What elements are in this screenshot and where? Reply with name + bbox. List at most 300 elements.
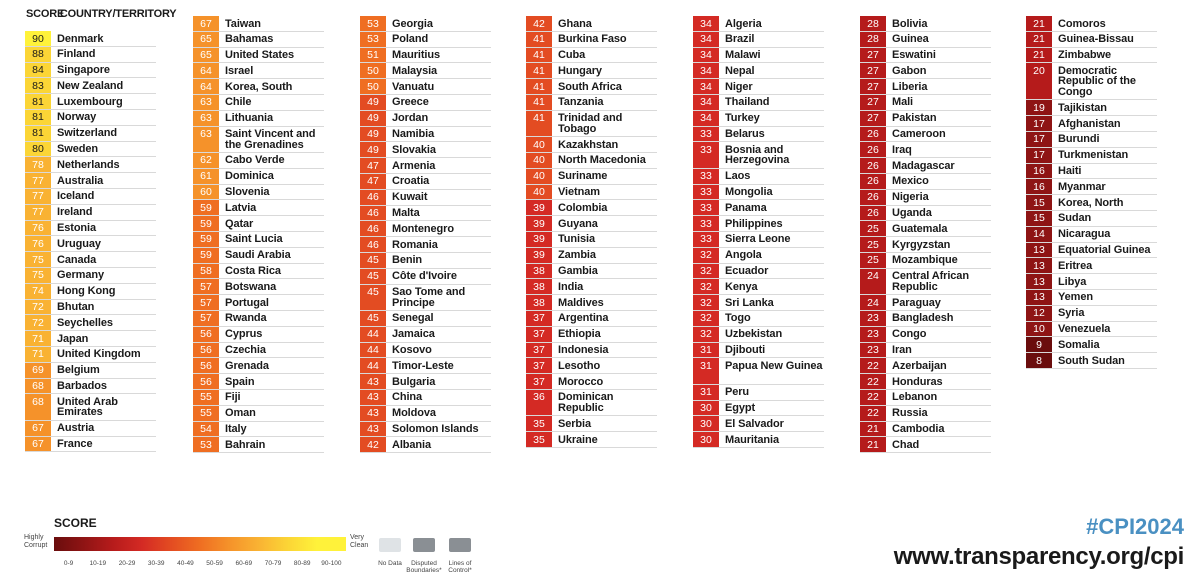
table-row xyxy=(526,32,657,48)
table-row xyxy=(25,331,156,347)
score-cell: 24 xyxy=(860,295,886,310)
table-row xyxy=(1026,211,1157,227)
table-row xyxy=(860,79,991,95)
score-cell: 35 xyxy=(526,432,552,447)
country-name: Belgium xyxy=(57,364,100,377)
score-cell: 39 xyxy=(526,216,552,231)
country-name: Venezuela xyxy=(1058,323,1111,336)
score-cell: 56 xyxy=(193,343,219,358)
score-cell: 31 xyxy=(693,358,719,383)
score-cell: 43 xyxy=(360,406,386,421)
score-cell: 46 xyxy=(360,221,386,236)
table-row xyxy=(193,185,324,201)
score-cell: 17 xyxy=(1026,132,1052,147)
table-row xyxy=(25,157,156,173)
table-row xyxy=(526,63,657,79)
score-cell: 20 xyxy=(1026,63,1052,99)
country-name: Fiji xyxy=(225,391,241,404)
table-column xyxy=(693,16,824,448)
score-cell: 39 xyxy=(526,200,552,215)
country-name: Saint Vincent and the Grenadines xyxy=(225,128,316,151)
score-cell: 32 xyxy=(693,264,719,279)
country-name: Qatar xyxy=(225,217,254,230)
table-row xyxy=(526,358,657,374)
country-name: Italy xyxy=(225,423,247,436)
legend-bin-label: 50-59 xyxy=(206,560,223,567)
table-row xyxy=(1026,132,1157,148)
table-row xyxy=(193,327,324,343)
table-row xyxy=(360,63,491,79)
score-cell: 50 xyxy=(360,63,386,78)
country-name: Egypt xyxy=(725,402,756,415)
table-row xyxy=(193,422,324,438)
country-name: Azerbaijan xyxy=(892,359,947,372)
score-cell: 53 xyxy=(360,16,386,31)
table-row xyxy=(193,295,324,311)
country-name: Philippines xyxy=(725,217,783,230)
table-row xyxy=(860,95,991,111)
score-cell: 76 xyxy=(25,221,51,236)
table-row xyxy=(526,185,657,201)
table-row xyxy=(860,253,991,269)
score-cell: 38 xyxy=(526,295,552,310)
table-row xyxy=(860,422,991,438)
score-cell: 59 xyxy=(193,216,219,231)
country-name: Seychelles xyxy=(57,316,113,329)
country-name: South Sudan xyxy=(1058,354,1125,367)
table-row xyxy=(1026,48,1157,64)
table-row xyxy=(526,16,657,32)
table-row xyxy=(25,284,156,300)
legend-extra-swatch xyxy=(379,538,401,552)
score-cell: 27 xyxy=(860,95,886,110)
country-name: North Macedonia xyxy=(558,154,646,167)
country-name: Sri Lanka xyxy=(725,296,774,309)
table-row xyxy=(526,432,657,448)
score-cell: 67 xyxy=(25,437,51,452)
country-name: Gabon xyxy=(892,64,927,77)
table-row xyxy=(25,173,156,189)
score-cell: 33 xyxy=(693,127,719,142)
score-cell: 40 xyxy=(526,185,552,200)
score-cell: 22 xyxy=(860,390,886,405)
table-row xyxy=(25,379,156,395)
table-row xyxy=(360,422,491,438)
score-cell: 71 xyxy=(25,331,51,346)
table-row xyxy=(1026,16,1157,32)
country-name: Ireland xyxy=(57,206,93,219)
country-name: Congo xyxy=(892,328,927,341)
table-row xyxy=(193,127,324,153)
legend-extra-label: No Data xyxy=(378,560,402,567)
country-name: Slovenia xyxy=(225,186,270,199)
country-name: Taiwan xyxy=(225,17,261,30)
score-cell: 59 xyxy=(193,200,219,215)
table-row xyxy=(860,63,991,79)
score-cell: 69 xyxy=(25,363,51,378)
table-row xyxy=(25,221,156,237)
table-row xyxy=(25,189,156,205)
country-name: China xyxy=(392,391,423,404)
country-name: Malta xyxy=(392,207,420,220)
legend-color-swatch xyxy=(200,537,229,551)
score-cell: 53 xyxy=(360,32,386,47)
country-name: Indonesia xyxy=(558,344,609,357)
table-row xyxy=(693,232,824,248)
table-row xyxy=(360,79,491,95)
table-row xyxy=(693,279,824,295)
country-name: El Salvador xyxy=(725,417,784,430)
score-cell: 37 xyxy=(526,327,552,342)
country-name: United States xyxy=(225,49,294,62)
table-row xyxy=(193,16,324,32)
country-name: France xyxy=(57,438,93,451)
country-name: Mongolia xyxy=(725,186,773,199)
score-cell: 77 xyxy=(25,189,51,204)
score-cell: 8 xyxy=(1026,353,1052,368)
country-name: Iraq xyxy=(892,143,912,156)
table-row xyxy=(25,78,156,94)
score-cell: 75 xyxy=(25,268,51,283)
score-cell: 47 xyxy=(360,174,386,189)
country-name: Mauritius xyxy=(392,49,440,62)
score-cell: 32 xyxy=(693,279,719,294)
table-row xyxy=(526,390,657,416)
score-cell: 58 xyxy=(193,264,219,279)
score-cell: 34 xyxy=(693,48,719,63)
table-row xyxy=(360,190,491,206)
table-row xyxy=(526,153,657,169)
score-cell: 81 xyxy=(25,110,51,125)
score-cell: 57 xyxy=(193,295,219,310)
table-row xyxy=(1026,306,1157,322)
score-cell: 57 xyxy=(193,311,219,326)
table-row xyxy=(860,437,991,453)
table-row xyxy=(25,268,156,284)
score-cell: 60 xyxy=(193,185,219,200)
table-column xyxy=(25,31,156,452)
table-row xyxy=(193,311,324,327)
country-name: Ethiopia xyxy=(558,328,601,341)
country-name: Cambodia xyxy=(892,423,945,436)
table-row xyxy=(860,269,991,295)
score-cell: 54 xyxy=(193,422,219,437)
country-name: Luxembourg xyxy=(57,95,123,108)
score-cell: 26 xyxy=(860,158,886,173)
country-name: Czechia xyxy=(225,344,266,357)
score-cell: 68 xyxy=(25,379,51,394)
table-header xyxy=(26,8,176,20)
table-row xyxy=(860,174,991,190)
score-cell: 21 xyxy=(1026,48,1052,63)
score-cell: 21 xyxy=(860,437,886,452)
score-cell: 63 xyxy=(193,127,219,152)
table-row xyxy=(693,127,824,143)
table-row xyxy=(193,32,324,48)
score-cell: 83 xyxy=(25,78,51,93)
score-cell: 64 xyxy=(193,63,219,78)
country-name: Bosnia and Herzegovina xyxy=(725,143,790,167)
country-name: Colombia xyxy=(558,201,608,214)
score-cell: 45 xyxy=(360,269,386,284)
table-row xyxy=(693,16,824,32)
legend-high-label: Very Clean xyxy=(350,534,369,549)
table-row xyxy=(193,200,324,216)
table-row xyxy=(1026,164,1157,180)
table-row xyxy=(193,437,324,453)
score-cell: 13 xyxy=(1026,290,1052,305)
country-name: Dominican Republic xyxy=(558,391,614,414)
table-row xyxy=(360,437,491,453)
table-row xyxy=(693,185,824,201)
country-name: Portugal xyxy=(225,296,269,309)
country-name: Uzbekistan xyxy=(725,328,783,341)
country-name: Ecuador xyxy=(725,265,769,278)
score-cell: 16 xyxy=(1026,179,1052,194)
country-name: South Africa xyxy=(558,80,622,93)
country-name: Eswatini xyxy=(892,49,936,62)
country-name: Bolivia xyxy=(892,17,928,30)
score-cell: 27 xyxy=(860,48,886,63)
score-cell: 37 xyxy=(526,311,552,326)
table-row xyxy=(693,432,824,448)
country-name: Syria xyxy=(1058,307,1085,320)
table-row xyxy=(1026,32,1157,48)
score-cell: 17 xyxy=(1026,148,1052,163)
table-row xyxy=(693,343,824,359)
score-cell: 45 xyxy=(360,311,386,326)
score-cell: 90 xyxy=(25,31,51,46)
country-name: Burundi xyxy=(1058,133,1100,146)
table-row xyxy=(25,31,156,47)
country-name: Mali xyxy=(892,96,913,109)
score-cell: 41 xyxy=(526,95,552,110)
score-cell: 56 xyxy=(193,358,219,373)
score-cell: 40 xyxy=(526,169,552,184)
country-name: Bulgaria xyxy=(392,375,436,388)
legend-extra-label: Lines of Control* xyxy=(448,560,472,574)
score-cell: 23 xyxy=(860,327,886,342)
country-name: Togo xyxy=(725,312,751,325)
table-row xyxy=(360,158,491,174)
country-name: Spain xyxy=(225,375,255,388)
legend-low-label: Highly Corrupt xyxy=(24,534,48,549)
table-row xyxy=(693,295,824,311)
country-name: Chile xyxy=(225,96,252,109)
table-row xyxy=(360,142,491,158)
table-row xyxy=(860,32,991,48)
legend-color-swatch xyxy=(83,537,112,551)
score-cell: 23 xyxy=(860,311,886,326)
score-cell: 78 xyxy=(25,157,51,172)
score-cell: 43 xyxy=(360,374,386,389)
score-cell: 47 xyxy=(360,158,386,173)
table-row xyxy=(693,216,824,232)
country-name: Hong Kong xyxy=(57,285,116,298)
country-name: Sweden xyxy=(57,143,98,156)
table-row xyxy=(193,232,324,248)
country-name: Sudan xyxy=(1058,212,1092,225)
country-name: Georgia xyxy=(392,17,433,30)
score-cell: 55 xyxy=(193,406,219,421)
table-row xyxy=(193,279,324,295)
table-row xyxy=(526,343,657,359)
score-cell: 28 xyxy=(860,32,886,47)
table-row xyxy=(1026,274,1157,290)
score-cell: 45 xyxy=(360,253,386,268)
table-row xyxy=(360,127,491,143)
table-row xyxy=(360,406,491,422)
score-cell: 51 xyxy=(360,48,386,63)
table-row xyxy=(25,236,156,252)
table-column xyxy=(860,16,991,453)
country-name: Yemen xyxy=(1058,291,1093,304)
table-row xyxy=(360,327,491,343)
table-row xyxy=(1026,179,1157,195)
score-cell: 72 xyxy=(25,300,51,315)
country-name: Greece xyxy=(392,96,429,109)
table-row xyxy=(25,94,156,110)
country-name: Turkmenistan xyxy=(1058,149,1129,162)
table-row xyxy=(693,401,824,417)
country-name: Burkina Faso xyxy=(558,33,627,46)
country-name: Rwanda xyxy=(225,312,267,325)
score-cell: 34 xyxy=(693,32,719,47)
table-row xyxy=(860,374,991,390)
score-cell: 35 xyxy=(526,416,552,431)
country-name: Paraguay xyxy=(892,296,941,309)
country-name: Libya xyxy=(1058,275,1087,288)
legend-bin-label: 60-69 xyxy=(235,560,253,567)
score-cell: 77 xyxy=(25,173,51,188)
table-row xyxy=(526,248,657,264)
country-name: Benin xyxy=(392,254,423,267)
source-url: www.transparency.org/cpi xyxy=(893,543,1184,570)
score-cell: 81 xyxy=(25,94,51,109)
table-column xyxy=(1026,16,1157,369)
table-row xyxy=(860,158,991,174)
country-name: Ukraine xyxy=(558,433,598,446)
table-row xyxy=(526,311,657,327)
legend-title: SCORE xyxy=(54,516,97,530)
country-name: Saint Lucia xyxy=(225,233,283,246)
table-row xyxy=(360,269,491,285)
table-row xyxy=(860,406,991,422)
country-name: Iran xyxy=(892,344,912,357)
country-name: Gambia xyxy=(558,265,598,278)
table-row xyxy=(1026,100,1157,116)
legend-extra-label: Disputed Boundaries* xyxy=(406,560,442,574)
score-cell: 57 xyxy=(193,279,219,294)
country-name: Panama xyxy=(725,201,767,214)
score-cell: 19 xyxy=(1026,100,1052,115)
score-cell: 15 xyxy=(1026,195,1052,210)
table-row xyxy=(860,206,991,222)
score-cell: 53 xyxy=(193,437,219,452)
score-cell: 42 xyxy=(526,16,552,31)
table-row xyxy=(693,385,824,401)
table-row xyxy=(360,95,491,111)
country-name: Democratic Republic of the Congo xyxy=(1058,64,1136,98)
legend-bin-label: 80-89 xyxy=(293,560,311,567)
country-name: Kyrgyzstan xyxy=(892,238,951,251)
country-name: Russia xyxy=(892,407,928,420)
country-name: Afghanistan xyxy=(1058,117,1121,130)
country-name: United Arab Emirates xyxy=(57,395,118,419)
country-name: Nigeria xyxy=(892,191,929,204)
score-cell: 49 xyxy=(360,111,386,126)
country-name: Solomon Islands xyxy=(392,423,479,436)
table-row xyxy=(860,221,991,237)
score-cell: 34 xyxy=(693,16,719,31)
score-cell: 26 xyxy=(860,206,886,221)
table-row xyxy=(526,137,657,153)
score-cell: 37 xyxy=(526,343,552,358)
score-cell: 21 xyxy=(1026,16,1052,31)
country-name: Cuba xyxy=(558,49,586,62)
score-column-header: SCORE xyxy=(26,8,65,20)
country-name: Honduras xyxy=(892,375,943,388)
table-row xyxy=(526,264,657,280)
table-column xyxy=(193,16,324,453)
country-name: Barbados xyxy=(57,380,107,393)
country-name: Argentina xyxy=(558,312,609,325)
country-name: Cameroon xyxy=(892,128,946,141)
score-cell: 46 xyxy=(360,237,386,252)
score-cell: 31 xyxy=(693,385,719,400)
score-cell: 15 xyxy=(1026,211,1052,226)
legend-color-swatch xyxy=(317,537,346,551)
score-cell: 44 xyxy=(360,327,386,342)
country-name: Suriname xyxy=(558,170,608,183)
country-name: Nicaragua xyxy=(1058,228,1111,241)
table-row xyxy=(693,79,824,95)
country-name: Niger xyxy=(725,80,753,93)
table-row xyxy=(860,48,991,64)
score-cell: 12 xyxy=(1026,306,1052,321)
score-cell: 34 xyxy=(693,95,719,110)
score-cell: 26 xyxy=(860,174,886,189)
table-row xyxy=(526,169,657,185)
table-row xyxy=(25,47,156,63)
score-cell: 71 xyxy=(25,347,51,362)
table-row xyxy=(25,126,156,142)
score-cell: 27 xyxy=(860,111,886,126)
country-name: Guinea xyxy=(892,33,929,46)
score-cell: 77 xyxy=(25,205,51,220)
country-name: Korea, North xyxy=(1058,196,1124,209)
table-row xyxy=(25,437,156,453)
country-name: Estonia xyxy=(57,222,97,235)
country-name: Costa Rica xyxy=(225,265,281,278)
score-cell: 22 xyxy=(860,358,886,373)
country-name: Serbia xyxy=(558,417,592,430)
table-row xyxy=(193,374,324,390)
score-cell: 13 xyxy=(1026,274,1052,289)
table-row xyxy=(193,169,324,185)
score-cell: 43 xyxy=(360,422,386,437)
score-cell: 63 xyxy=(193,95,219,110)
score-cell: 27 xyxy=(860,63,886,78)
score-cell: 39 xyxy=(526,248,552,263)
country-name: Vietnam xyxy=(558,186,600,199)
table-row xyxy=(360,358,491,374)
table-row xyxy=(193,63,324,79)
score-cell: 67 xyxy=(25,421,51,436)
country-name: Botswana xyxy=(225,280,277,293)
score-cell: 26 xyxy=(860,142,886,157)
country-name: New Zealand xyxy=(57,79,124,92)
